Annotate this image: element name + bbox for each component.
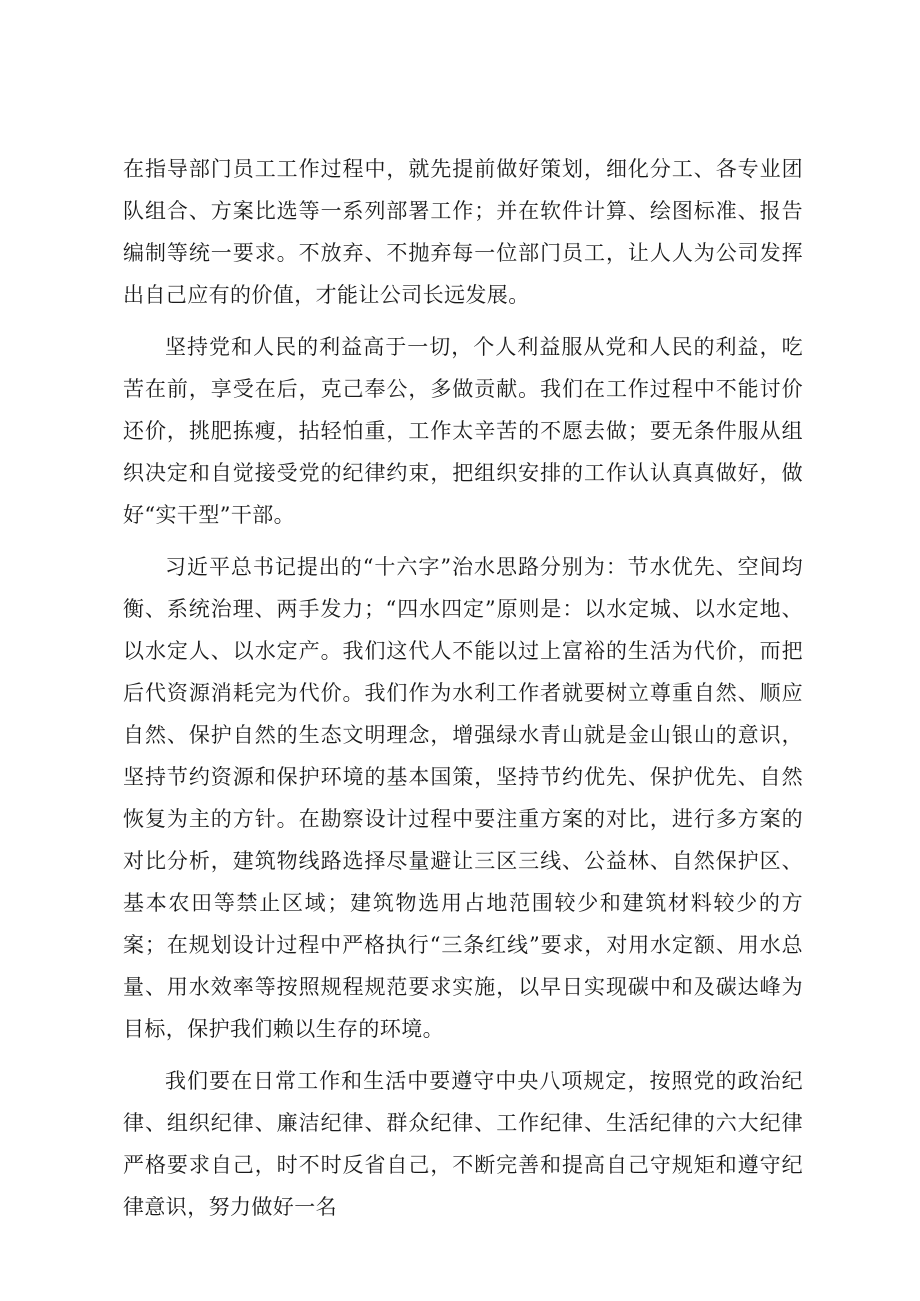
paragraph-1: 在指导部门员工工作过程中，就先提前做好策划，细化分工、各专业团队组合、方案比选等一系列部署工作；并在软件计算、绘图标准、报告编制等统一要求。不放弃、不抛弃每一位部门员工，让人人为公司发挥出自己应有的价值，才能让公司长远发展。 bbox=[123, 157, 803, 307]
paragraph-4: 我们要在日常工作和生活中要遵守中央八项规定，按照党的政治纪律、组织纪律、廉洁纪律、群众纪律、工作纪律、生活纪律的六大纪律严格要求自己，时不时反省自己，不断完善和提高自己守规矩和遵守纪律意识，努力做好一名 bbox=[123, 1069, 803, 1219]
document-body bbox=[123, 148, 803, 1238]
paragraph-2: 坚持党和人民的利益高于一切，个人利益服从党和人民的利益，吃苦在前，享受在后，克己奉公，多做贡献。我们在工作过程中不能讨价还价，挑肥拣瘦，拈轻怕重，工作太辛苦的不愿去做；要无条件服从组织决定和自觉接受党的纪律约束，把组织安排的工作认认真真做好，做好“实干型”干部。 bbox=[123, 335, 803, 527]
paragraph-3: 习近平总书记提出的“十六字”治水思路分别为：节水优先、空间均衡、系统治理、两手发力；“四水四定”原则是：以水定城、以水定地、以水定人、以水定产。我们这代人不能以过上富裕的生活为代价，而把后代资源消耗完为代价。我们作为水利工作者就要树立尊重自然、顺应自然、保护自然的生态文明理念，增强绿水青山就是金山银山的意识，坚持节约资源和保护环境的基本国策，坚持节约优先、保护优先、自然恢复为主的方针。在勘察设计过程中要注重方案的对比，进行多方案的对比分析，建筑物线路选择尽量避让三区三线、公益林、自然保护区、基本农田等禁止区域；建筑物选用占地范围较少和建筑材料较少的方案；在规划设计过程中严格执行“三条红线”要求，对用水定额、用水总量、用水效率等按照规程规范要求实施，以早日实现碳中和及碳达峰为目标，保护我们赖以生存的环境。 bbox=[123, 555, 803, 1041]
